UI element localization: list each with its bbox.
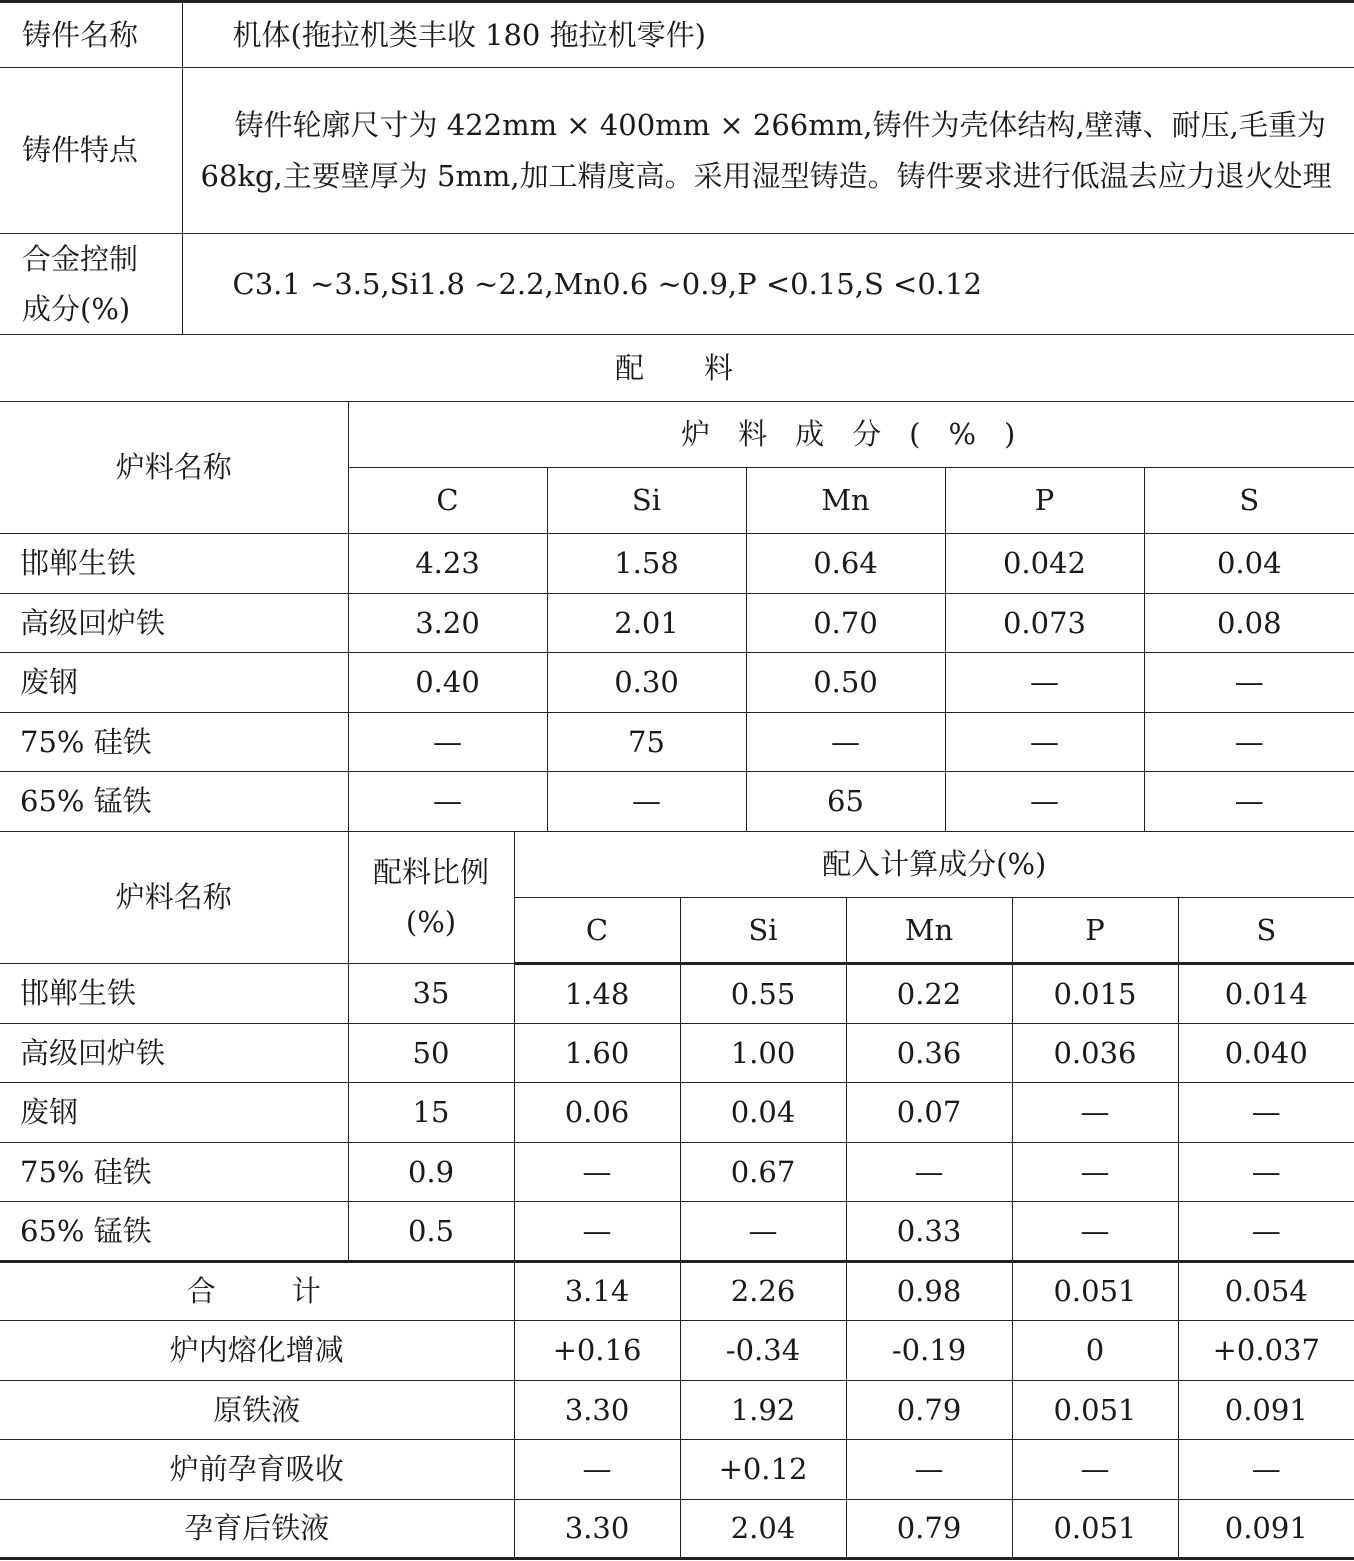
summary-value-mn: -0.19 bbox=[846, 1321, 1012, 1381]
summary-value-s: — bbox=[1178, 1440, 1354, 1500]
calc-value-p: — bbox=[1012, 1142, 1178, 1202]
charge-value-s: — bbox=[1144, 653, 1354, 713]
batching-title: 配料 bbox=[0, 335, 1354, 401]
charge-value-mn: 0.64 bbox=[746, 534, 945, 594]
ratio-header-line1: 配料比例 bbox=[372, 855, 489, 890]
calc-material-name: 75% 硅铁 bbox=[0, 1142, 348, 1202]
summary-value-c: 3.14 bbox=[514, 1261, 680, 1321]
batch-calculation-table bbox=[0, 832, 1354, 1561]
charge-row bbox=[0, 593, 1354, 653]
calc-value-p: 0.036 bbox=[1012, 1023, 1178, 1083]
charge-value-c: — bbox=[348, 712, 547, 772]
charge-value-si: 2.01 bbox=[547, 593, 746, 653]
calc-col-p: P bbox=[1012, 898, 1178, 964]
charge-value-mn: 0.50 bbox=[746, 653, 945, 713]
summary-value-c: — bbox=[514, 1440, 680, 1500]
summary-value-si: 2.04 bbox=[680, 1499, 846, 1559]
calc-value-si: 0.04 bbox=[680, 1083, 846, 1143]
summary-value-p: 0.051 bbox=[1012, 1380, 1178, 1440]
charge-row bbox=[0, 772, 1354, 832]
charge-col-mn: Mn bbox=[746, 468, 945, 534]
calc-value-mn: 0.22 bbox=[846, 964, 1012, 1024]
charge-material-name: 65% 锰铁 bbox=[0, 772, 348, 832]
calc-value-c: 1.48 bbox=[514, 964, 680, 1024]
summary-label: 孕育后铁液 bbox=[0, 1499, 514, 1559]
alloy-control-row bbox=[0, 234, 1354, 335]
casting-name-label: 铸件名称 bbox=[0, 2, 182, 68]
summary-value-s: 0.091 bbox=[1178, 1380, 1354, 1440]
charge-material-name: 高级回炉铁 bbox=[0, 593, 348, 653]
calc-value-s: 0.040 bbox=[1178, 1023, 1354, 1083]
charge-col-si: Si bbox=[547, 468, 746, 534]
alloy-control-value: C3.1 ~3.5,Si1.8 ~2.2,Mn0.6 ~0.9,P <0.15,S <0.12 bbox=[182, 234, 1354, 335]
calc-value-p: — bbox=[1012, 1202, 1178, 1262]
charge-col-s: S bbox=[1144, 468, 1354, 534]
charge-material-name: 邯郸生铁 bbox=[0, 534, 348, 594]
summary-value-s: 0.091 bbox=[1178, 1499, 1354, 1559]
charge-value-si: 1.58 bbox=[547, 534, 746, 594]
calc-value-si: 1.00 bbox=[680, 1023, 846, 1083]
charge-composition-group-header: 炉料成分(%) bbox=[348, 402, 1354, 468]
calc-value-c: 1.60 bbox=[514, 1023, 680, 1083]
summary-value-c: +0.16 bbox=[514, 1321, 680, 1381]
calc-ratio-header bbox=[348, 832, 514, 964]
alloy-label-line2: 成分(%) bbox=[22, 292, 131, 326]
casting-features-label: 铸件特点 bbox=[0, 68, 182, 234]
calc-value-mn: 0.36 bbox=[846, 1023, 1012, 1083]
calc-value-c: — bbox=[514, 1142, 680, 1202]
summary-value-si: 2.26 bbox=[680, 1261, 846, 1321]
alloy-control-label bbox=[0, 234, 182, 335]
charge-name-header: 炉料名称 bbox=[0, 402, 348, 534]
charge-composition-table bbox=[0, 402, 1354, 832]
charge-value-c: — bbox=[348, 772, 547, 832]
summary-value-mn: 0.79 bbox=[846, 1380, 1012, 1440]
charge-value-mn: 0.70 bbox=[746, 593, 945, 653]
charge-value-s: — bbox=[1144, 772, 1354, 832]
calc-value-p: — bbox=[1012, 1083, 1178, 1143]
batching-title-table bbox=[0, 335, 1354, 402]
ratio-header-line2: (%) bbox=[405, 905, 457, 940]
calc-value-si: — bbox=[680, 1202, 846, 1262]
calc-row bbox=[0, 1083, 1354, 1143]
charge-value-p: 0.073 bbox=[945, 593, 1144, 653]
charge-material-name: 废钢 bbox=[0, 653, 348, 713]
calc-value-mn: — bbox=[846, 1142, 1012, 1202]
calc-row bbox=[0, 1202, 1354, 1262]
summary-value-p: 0.051 bbox=[1012, 1499, 1178, 1559]
summary-value-p: 0 bbox=[1012, 1321, 1178, 1381]
summary-value-p: 0.051 bbox=[1012, 1261, 1178, 1321]
charge-value-mn: 65 bbox=[746, 772, 945, 832]
casting-info-table bbox=[0, 0, 1354, 335]
calc-value-si: 0.67 bbox=[680, 1142, 846, 1202]
charge-col-p: P bbox=[945, 468, 1144, 534]
calc-col-mn: Mn bbox=[846, 898, 1012, 964]
charge-value-p: 0.042 bbox=[945, 534, 1144, 594]
calc-row bbox=[0, 964, 1354, 1024]
casting-features-row bbox=[0, 68, 1354, 234]
calc-ratio: 0.5 bbox=[348, 1202, 514, 1262]
charge-value-p: — bbox=[945, 712, 1144, 772]
casting-name-row bbox=[0, 2, 1354, 68]
casting-name-value: 机体(拖拉机类丰收 180 拖拉机零件) bbox=[182, 2, 1354, 68]
calc-ratio: 35 bbox=[348, 964, 514, 1024]
charge-value-c: 3.20 bbox=[348, 593, 547, 653]
casting-features-value: 铸件轮廓尺寸为 422mm × 400mm × 266mm,铸件为壳体结构,壁薄、耐压,毛重为 68kg,主要壁厚为 5mm,加工精度高。采用湿型铸造。铸件要求进行低温去应力退火处理 bbox=[182, 68, 1354, 234]
calc-row bbox=[0, 1142, 1354, 1202]
charge-value-p: — bbox=[945, 653, 1144, 713]
calc-ratio: 15 bbox=[348, 1083, 514, 1143]
charge-value-c: 0.40 bbox=[348, 653, 547, 713]
calc-group-header: 配入计算成分(%) bbox=[514, 832, 1354, 898]
calc-ratio: 0.9 bbox=[348, 1142, 514, 1202]
charge-row bbox=[0, 712, 1354, 772]
calc-col-s: S bbox=[1178, 898, 1354, 964]
calc-col-c: C bbox=[514, 898, 680, 964]
charge-value-s: 0.08 bbox=[1144, 593, 1354, 653]
summary-value-s: 0.054 bbox=[1178, 1261, 1354, 1321]
charge-material-name: 75% 硅铁 bbox=[0, 712, 348, 772]
summary-row bbox=[0, 1321, 1354, 1381]
charge-row bbox=[0, 534, 1354, 594]
calc-value-si: 0.55 bbox=[680, 964, 846, 1024]
charge-value-p: — bbox=[945, 772, 1144, 832]
summary-value-mn: 0.98 bbox=[846, 1261, 1012, 1321]
calc-value-s: — bbox=[1178, 1202, 1354, 1262]
charge-value-mn: — bbox=[746, 712, 945, 772]
calc-value-s: 0.014 bbox=[1178, 964, 1354, 1024]
charge-col-c: C bbox=[348, 468, 547, 534]
charge-value-c: 4.23 bbox=[348, 534, 547, 594]
calc-value-p: 0.015 bbox=[1012, 964, 1178, 1024]
summary-value-c: 3.30 bbox=[514, 1499, 680, 1559]
calc-value-c: — bbox=[514, 1202, 680, 1262]
calc-col-si: Si bbox=[680, 898, 846, 964]
calc-value-mn: 0.07 bbox=[846, 1083, 1012, 1143]
charge-value-si: 0.30 bbox=[547, 653, 746, 713]
calc-material-name: 邯郸生铁 bbox=[0, 964, 348, 1024]
summary-label: 炉内熔化增减 bbox=[0, 1321, 514, 1381]
summary-value-mn: 0.79 bbox=[846, 1499, 1012, 1559]
summary-label: 合计 bbox=[0, 1261, 514, 1321]
summary-value-si: 1.92 bbox=[680, 1380, 846, 1440]
summary-value-p: — bbox=[1012, 1440, 1178, 1500]
calc-ratio: 50 bbox=[348, 1023, 514, 1083]
calc-value-mn: 0.33 bbox=[846, 1202, 1012, 1262]
summary-row bbox=[0, 1380, 1354, 1440]
charge-row bbox=[0, 653, 1354, 713]
summary-value-si: -0.34 bbox=[680, 1321, 846, 1381]
charge-value-s: 0.04 bbox=[1144, 534, 1354, 594]
charge-value-si: — bbox=[547, 772, 746, 832]
calc-material-name: 65% 锰铁 bbox=[0, 1202, 348, 1262]
alloy-label-line1: 合金控制 bbox=[22, 242, 139, 276]
charge-value-s: — bbox=[1144, 712, 1354, 772]
calc-value-s: — bbox=[1178, 1083, 1354, 1143]
summary-row bbox=[0, 1440, 1354, 1500]
summary-label: 原铁液 bbox=[0, 1380, 514, 1440]
summary-label: 炉前孕育吸收 bbox=[0, 1440, 514, 1500]
summary-row bbox=[0, 1499, 1354, 1559]
calc-value-c: 0.06 bbox=[514, 1083, 680, 1143]
calc-value-s: — bbox=[1178, 1142, 1354, 1202]
charge-value-si: 75 bbox=[547, 712, 746, 772]
calc-material-name: 高级回炉铁 bbox=[0, 1023, 348, 1083]
summary-value-mn: — bbox=[846, 1440, 1012, 1500]
summary-row bbox=[0, 1261, 1354, 1321]
summary-value-s: +0.037 bbox=[1178, 1321, 1354, 1381]
calc-material-name: 废钢 bbox=[0, 1083, 348, 1143]
summary-value-c: 3.30 bbox=[514, 1380, 680, 1440]
calc-name-header: 炉料名称 bbox=[0, 832, 348, 964]
calc-row bbox=[0, 1023, 1354, 1083]
summary-value-si: +0.12 bbox=[680, 1440, 846, 1500]
